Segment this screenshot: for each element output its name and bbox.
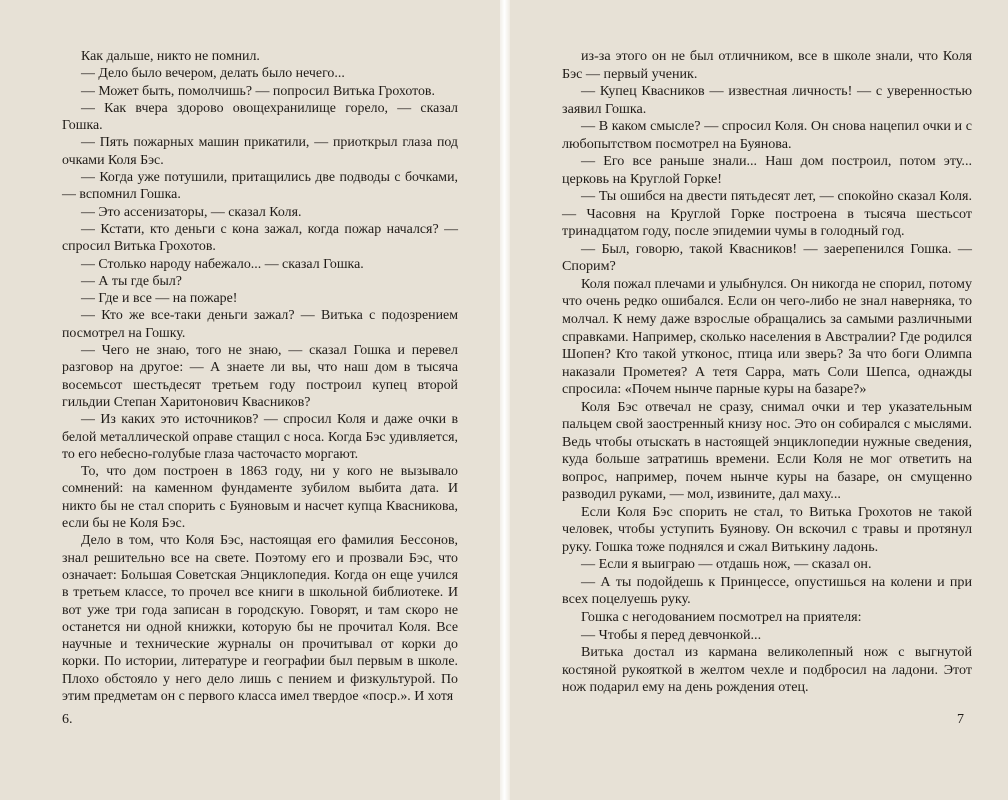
page-number: 6.: [62, 712, 73, 727]
paragraph: — Чтобы я перед девчонкой...: [581, 626, 762, 643]
paragraph: Дело в том, что Коля Бэс, настоящая его фамилия Бессонов, знал решительно все на свете. Поэтому его и прозвали Бэс, что означает: Большая Советская Энциклопедия. Когда он еще учился в третьем классе, то прочел все книги в школьной библиотеке. И вот уже три года записан в городскую. Говорят, и там скоро не останется ни одной книжки, которую бы не прочитал Коля. Все научные и технические журналы он прочитывал от корки до корки. По истории, литературе и географии был первым в школе. Плохо обстояло у него дело лишь с пением и физкультурой. По этим предметам он с первого класса имел твердое «поср.». И хотя: [62, 533, 458, 704]
paragraph: Как дальше, никто не помнил.: [81, 49, 260, 64]
book-gutter: [500, 0, 510, 800]
paragraph: — Кстати, кто деньги с кона зажал, когда пожар начался? — спросил Витька Грохотов.: [62, 221, 458, 255]
right-page-text: [562, 48, 972, 697]
paragraph: — В каком смысле? — спросил Коля. Он снова нацепил очки и с любопытством посмотрел на Буянова.: [562, 118, 972, 152]
paragraph: из-за этого он не был отличником, все в школе знали, что Коля Бэс — первый ученик.: [562, 48, 972, 82]
paragraph: — Его все раньше знали... Наш дом построил, потом эту... церковь на Круглой Горке!: [562, 153, 972, 187]
paragraph: — Купец Квасников — известная личность! — с уверенностью заявил Гошка.: [562, 83, 972, 117]
paragraph: — Когда уже потушили, притащились две подводы с бочками, — вспомнил Гошка.: [62, 170, 458, 203]
paragraph: — Где и все — на пожаре!: [81, 291, 238, 307]
right-page: [510, 0, 1008, 800]
paragraph: — А ты где был?: [81, 273, 182, 289]
paragraph: — Может быть, помолчишь? — попросил Витька Грохотов.: [81, 83, 435, 99]
paragraph: Витька достал из кармана великолепный нож с выгнутой костяной рукояткой в желтом чехле и подбросил на ладони. Этот нож подарил ему на день рождения отец.: [562, 644, 972, 696]
paragraph: Коля пожал плечами и улыбнулся. Он никогда не спорил, потому что очень редко ошибался. Если он чего-либо не знал наверняка, то молчал. К нему даже взрослые обращались за самыми различными справками. Например, сколько населения в Австралии? Где родился Шопен? Кто такой утконос, птица или зверь? За что боги Олимпа наказали Прометея? А тетя Сарра, мать Соли Шепса, однажды спросила: «Почем нынче парные куры на базаре?»: [562, 275, 972, 398]
paragraph: — Как вчера здорово овощехранилище горело, — сказал Гошка.: [62, 100, 458, 134]
paragraph: — А ты подойдешь к Принцессе, опустишься на колени и при всех поцелуешь руку.: [562, 573, 972, 608]
paragraph: — Это ассенизаторы, — сказал Коля.: [81, 204, 302, 220]
paragraph: — Если я выиграю — отдашь нож, — сказал он.: [581, 556, 872, 573]
left-page: [0, 0, 500, 800]
paragraph: Если Коля Бэс спорить не стал, то Витька Грохотов не такой человек, чтобы уступить Буянову. Он вскочил с травы и протянул руку. Гошка тоже поднялся и сжал Витькину ладонь.: [562, 503, 972, 555]
page-number: 7: [957, 712, 964, 727]
paragraph: То, что дом построен в 1863 году, ни у кого не вызывало сомнений: на каменном фундаменте зубилом выбита дата. И никто бы не стал спорить с Буяновым и насчет купца Квасникова, если бы не Коля Бэс.: [62, 464, 458, 532]
paragraph: — Чего не знаю, того не знаю, — сказал Гошка и перевел разговор на другое: — А знаете ли вы, что наш дом в тысяча восемьсот шестьдесят третьем году построил купец второй гильдии Степан Харитонович Квасников?: [62, 343, 458, 410]
paragraph: — Дело было вечером, делать было нечего...: [81, 66, 345, 82]
paragraph: Коля Бэс отвечал не сразу, снимал очки и тер указательным пальцем свой заостренный книзу нос. Это он собирался с мыслями. Ведь чтобы отыскать в настоящей энциклопедии нужные сведения, куда больше затратишь времени. Если Коля не мог ответить на вопрос, например, почем нынче куры на базаре, он смущенно разводил руками, — мол, извините, дал маху...: [562, 398, 972, 503]
paragraph: Гошка с негодованием посмотрел на приятеля:: [581, 609, 862, 625]
left-page-text: [62, 48, 458, 705]
paragraph: — Кто же все-таки деньги зажал? — Витька с подозрением посмотрел на Гошку.: [62, 308, 458, 341]
paragraph: — Ты ошибся на двести пятьдесят лет, — спокойно сказал Коля. — Часовня на Круглой Горке построена в тысяча шестьсот тринадцатом году, после эпидемии чумы в голодный год.: [562, 188, 972, 240]
paragraph: — Столько народу набежало... — сказал Гошка.: [81, 256, 364, 272]
paragraph: — Из каких это источников? — спросил Коля и даже очки в белой металлической оправе стащил с носа. Когда Бэс удивляется, то его небесно-голубые глаза часточасто моргают.: [62, 412, 458, 462]
paragraph: — Был, говорю, такой Квасников! — заерепенился Гошка. — Спорим?: [562, 240, 972, 275]
paragraph: — Пять пожарных машин прикатили, — приоткрыл глаза под очками Коля Бэс.: [62, 135, 458, 168]
